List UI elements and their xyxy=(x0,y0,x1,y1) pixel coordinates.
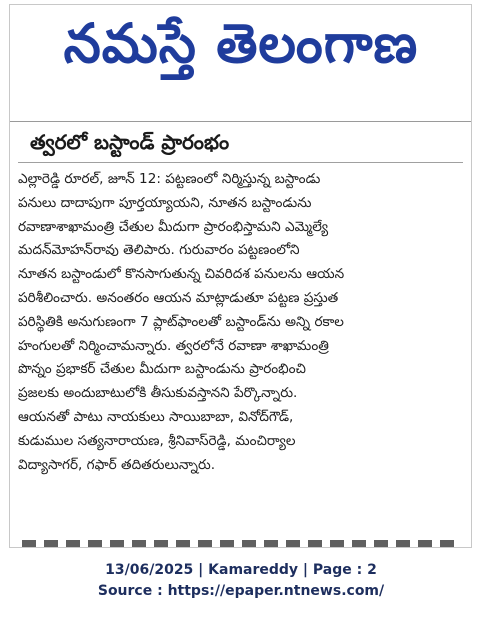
article-line: ప్రజలకు అందుబాటులోకి తీసుకువస్తానని పేర్కొన్నారు. xyxy=(18,385,298,402)
article-body xyxy=(18,168,463,477)
masthead-separator xyxy=(10,95,471,121)
article-headline: త్వరలో బస్టాండ్ ప్రారంభం xyxy=(30,130,230,154)
edition-info: 13/06/2025 | Kamareddy | Page : 2 xyxy=(105,562,377,578)
article-line: మదన్‌మోహన్‌రావు తెలిపారు. గురువారం పట్టణంలోని xyxy=(18,242,300,259)
masthead-logo: నమస్తే తెలంగాణ xyxy=(63,11,418,75)
article-line: పొన్నం ప్రభాకర్ చేతుల మీదుగా బస్టాండును ప్రారంభించి xyxy=(18,361,306,378)
newspaper-clipping xyxy=(9,4,472,548)
masthead xyxy=(10,5,471,95)
article-line: పనులు దాదాపుగా పూర్తయ్యాయని, నూతన బస్టాండును xyxy=(18,194,312,211)
article-line: ఎల్లారెడ్డి రూరల్, జూన్ 12: పట్టణంలో నిర్మిస్తున్న బస్టాండు xyxy=(18,171,321,187)
article-line: రవాణాశాఖామంత్రి చేతుల మీదుగా ప్రారంభిస్తామని ఎమ్మెల్యే xyxy=(18,218,329,235)
news-article xyxy=(10,121,471,548)
article-line: పరిశీలించారు. అనంతరం ఆయన మాట్లాడుతూ పట్టణ ప్రస్తుత xyxy=(18,289,339,306)
headline-divider xyxy=(18,162,463,163)
article-line: నూతన బస్టాండులో కొనసాగుతున్న చివరిదశ పనులను ఆయన xyxy=(18,266,345,283)
article-line: విద్యాసాగర్, గఫార్ తదితరులున్నారు. xyxy=(18,456,216,473)
source-link[interactable]: Source : https://epaper.ntnews.com/ xyxy=(97,583,385,599)
article-line: కుడుముల సత్యనారాయణ, శ్రీనివాస్‌రెడ్డి, మంచిర్యాల xyxy=(18,432,296,449)
article-line: హంగులతో నిర్మించామన్నారు. త్వరలోనే రవాణా శాఖామంత్రి xyxy=(18,337,329,354)
clipping-footer xyxy=(0,548,482,621)
next-article-cut-edge xyxy=(22,540,461,548)
article-line: ఆయనతో పాటు నాయకులు సాయిబాబా, వినోద్‌గౌడ్, xyxy=(18,408,294,425)
article-line: పరిస్థితికి అనుగుణంగా 7 ప్లాట్‌ఫాంలతో బస్టాండ్‌ను అన్ని రకాల xyxy=(18,313,344,330)
